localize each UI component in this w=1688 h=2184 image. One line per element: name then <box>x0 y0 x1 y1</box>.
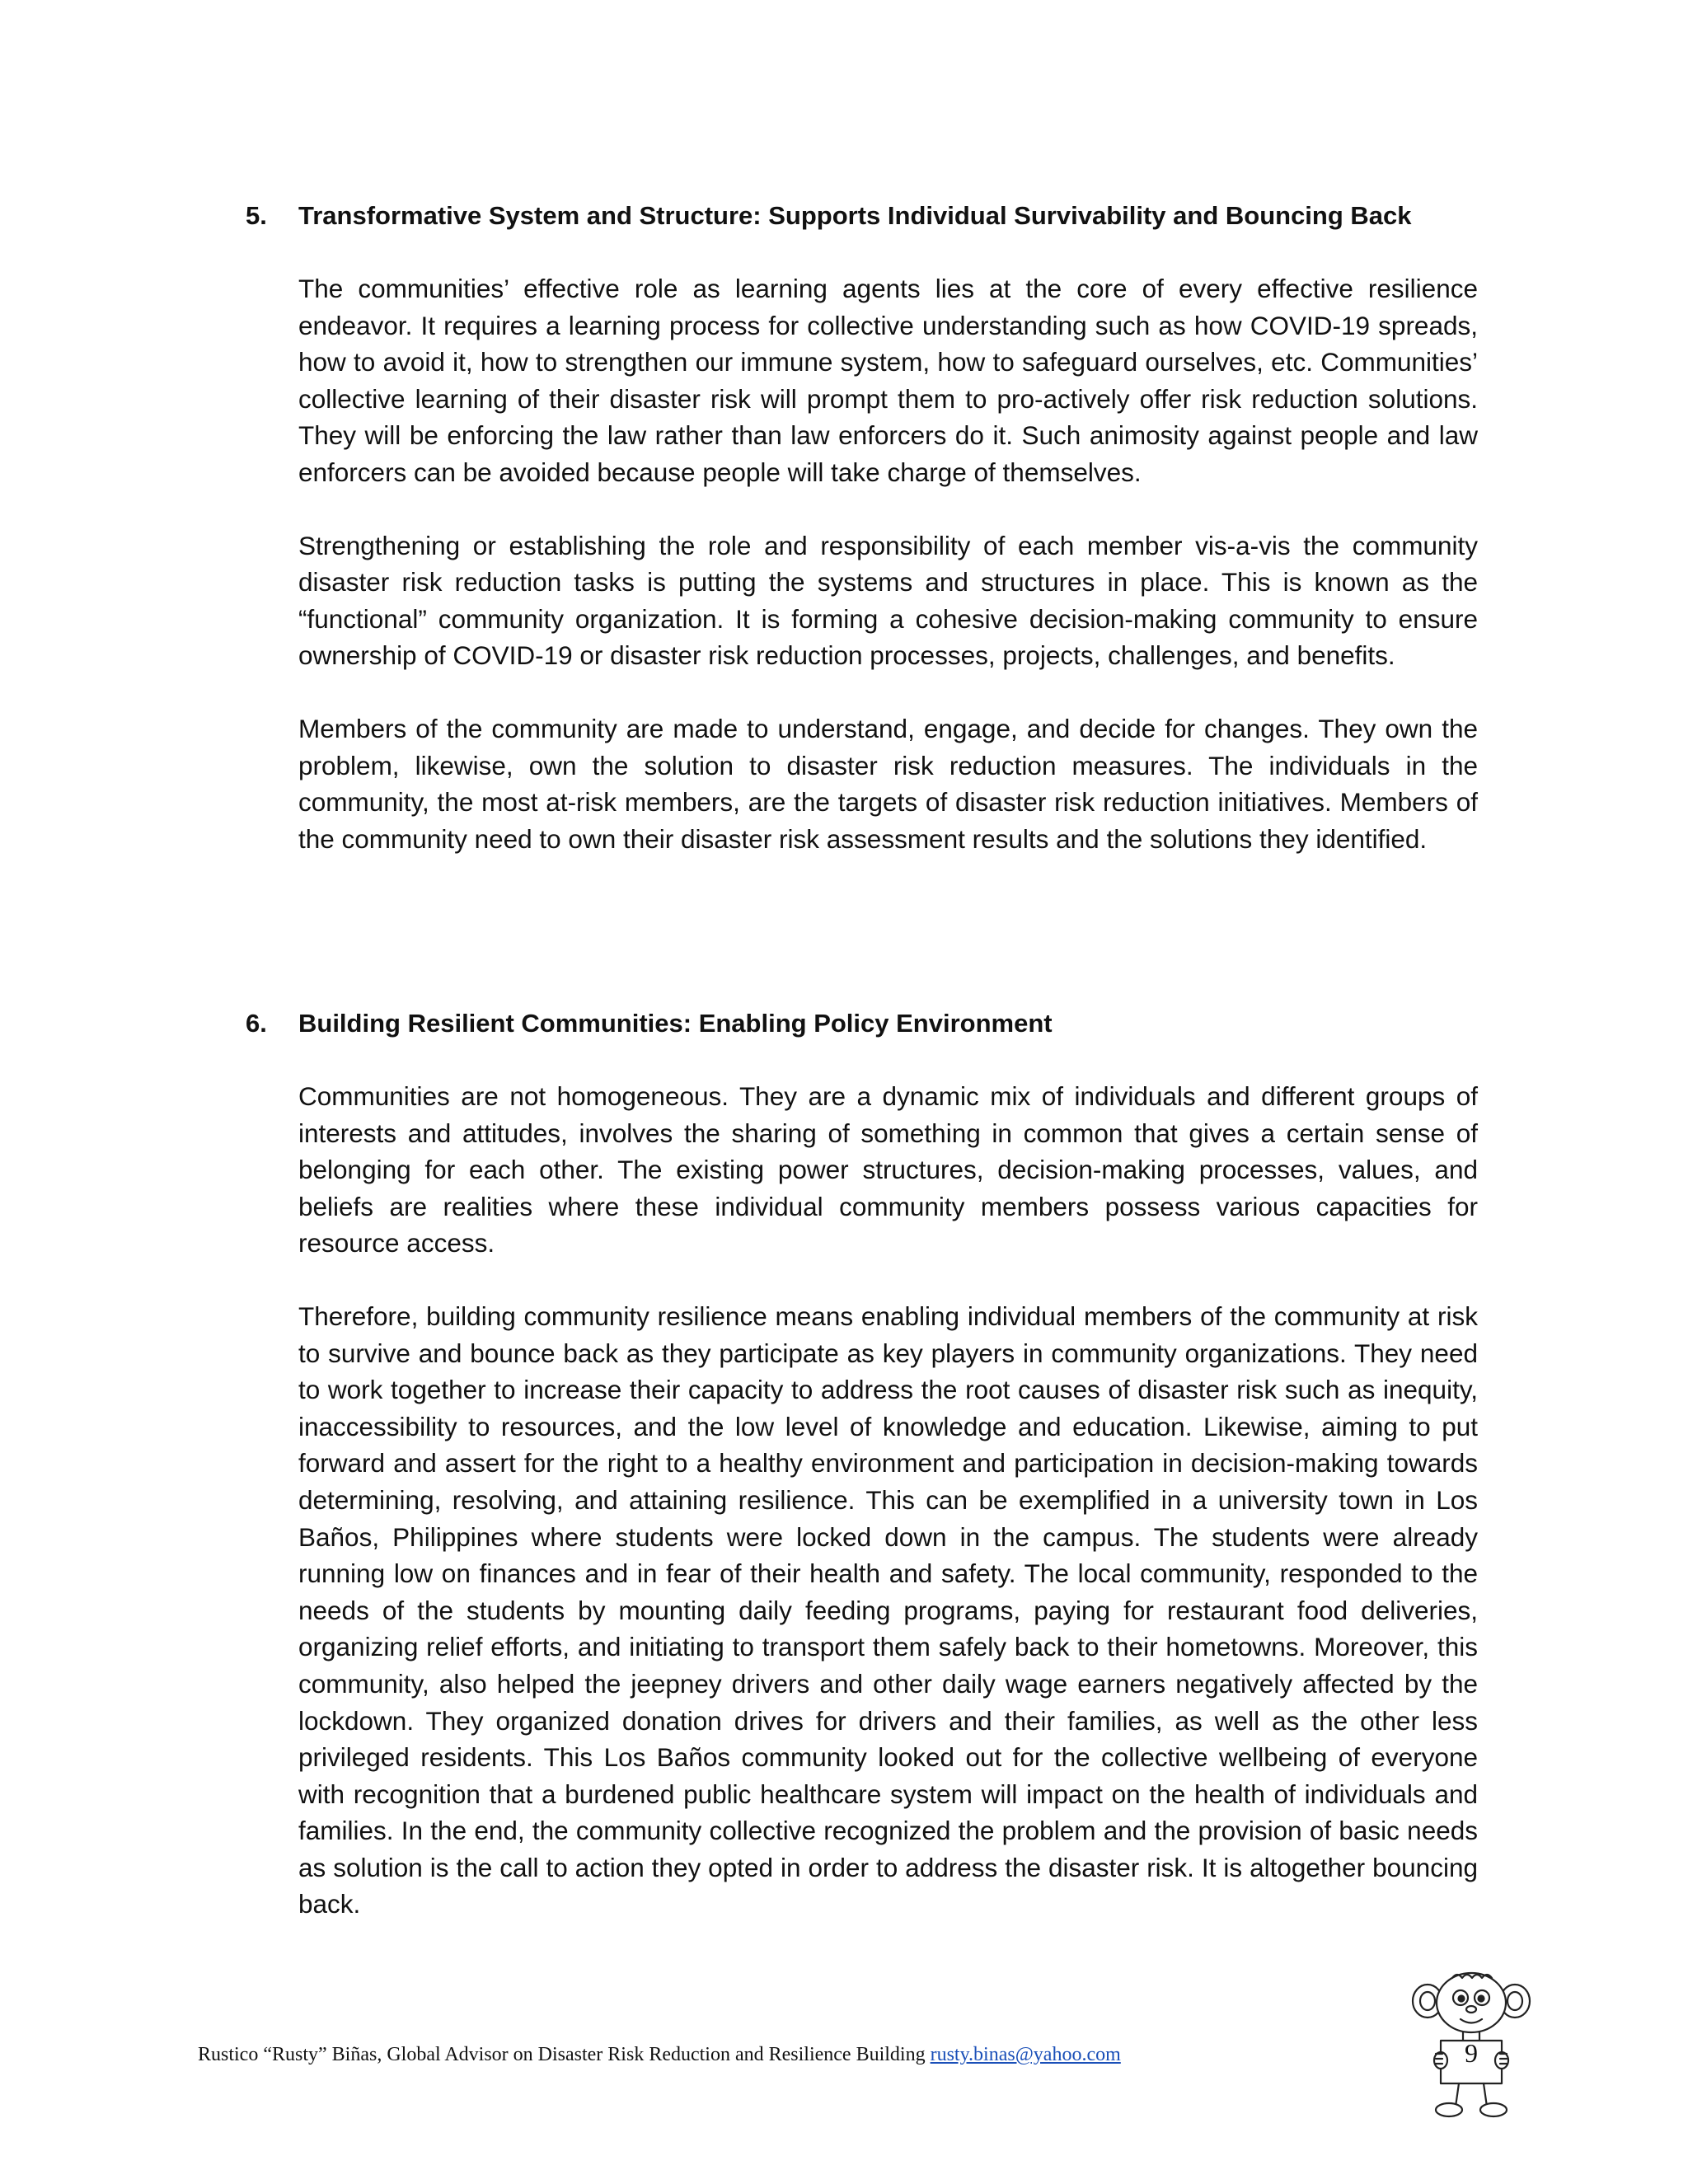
footer-author: Rustico “Rusty” Biñas, Global Advisor on Disaster Risk Reduction and Resilience Building <box>198 2044 931 2065</box>
section-number: 6. <box>246 1009 267 1038</box>
section-title: Building Resilient Communities: Enabling Policy Environment <box>298 1009 1053 1038</box>
footer-email-link[interactable]: rusty.binas@yahoo.com <box>930 2044 1121 2065</box>
paragraph: Therefore, building community resilience means enabling individual members of the community at risk to survive and bounce back as they participate as key players in community organizations. They need to work together to increase their capacity to address the root causes of disaster risk such as inequity, inaccessibility to resources, and the low level of knowledge and education. Likewise, aiming to put forward and assert for the right to a healthy environment and participation in decision-making towards determining, resolving, and attaining resilience. This can be exemplified in a university town in Los Baños, Philippines where students were locked down in the campus. The students were already running low on finances and in fear of their health and safety. The local community, responded to the needs of the students by mounting daily feeding programs, paying for restaurant food deliveries, organizing relief efforts, and initiating to transport them safely back to their hometowns. Moreover, this community, also helped the jeepney drivers and other daily wage earners negatively affected by the lockdown. They organized donation drives for drivers and their families, as well as the other less privileged residents. This Los Baños community looked out for the collective wellbeing of everyone with recognition that a burdened public healthcare system will impact on the health of individuals and families. In the end, the community collective recognized the problem and the provision of basic needs as solution is the call to action they opted in order to address the disaster risk. It is altogether bouncing back. <box>298 1301 1478 1919</box>
paragraph: Members of the community are made to understand, engage, and decide for changes. They own the problem, likewise, own the solution to disaster risk reduction measures. The individuals in the community, the most at-risk members, are the targets of disaster risk reduction initiatives. Members of the community need to own their disaster risk assessment results and the solutions they identified. <box>298 713 1478 854</box>
paragraph: Communities are not homogeneous. They are a dynamic mix of individuals and different groups of interests and attitudes, involves the sharing of something in common that gives a certain sense of belonging for each other. The existing power structures, decision-making processes, values, and beliefs are realities where these individual community members possess various capacities for resource access. <box>298 1081 1478 1258</box>
paragraph: The communities’ effective role as learning agents lies at the core of every effective resilience endeavor. It requires a learning process for collective understanding such as how COVID-19 spreads, how to avoid it, how to strengthen our immune system, how to safeguard ourselves, etc. Communities’ collective learning of their disaster risk will prompt them to pro-actively offer risk reduction solutions. They will be enforcing the law rather than law enforcers do it. Such animosity against people and law enforcers can be avoided because people will take charge of themselves. <box>298 274 1478 487</box>
section-title: Transformative System and Structure: Supports Individual Survivability and Bouncing Back <box>298 201 1412 230</box>
page-number: 9 <box>1465 2038 1478 2068</box>
section-heading <box>246 198 1478 234</box>
section-6 <box>246 1005 1478 1923</box>
section-heading <box>246 1005 1478 1042</box>
section-number: 5. <box>246 201 267 230</box>
paragraph: Strengthening or establishing the role and responsibility of each member vis-a-vis the community disaster risk reduction tasks is putting the systems and structures in place. This is known as the “functional” community organization. It is forming a cohesive decision-making community to ensure ownership of COVID-19 or disaster risk reduction processes, projects, challenges, and benefits. <box>298 530 1478 671</box>
section-5 <box>246 198 1478 857</box>
footer <box>198 2044 1121 2066</box>
